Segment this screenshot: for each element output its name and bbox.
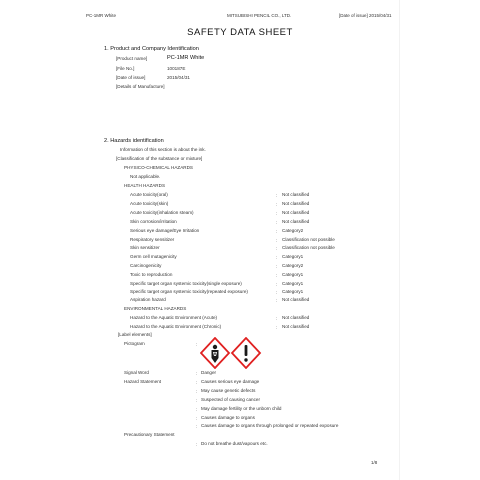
health-label: Specific target organ systemic toxicity(repeated exposure) bbox=[130, 289, 248, 294]
health-value: Category1 bbox=[282, 272, 304, 277]
ghs-pictograms bbox=[200, 337, 262, 369]
colon-sep: : bbox=[276, 325, 278, 330]
date-issue-label: [Date of issue] bbox=[116, 75, 146, 80]
hazard-statement-label: Hazard Statement bbox=[124, 379, 162, 384]
exclamation-mark-icon bbox=[232, 338, 260, 368]
health-value: Not classified bbox=[282, 201, 310, 206]
env-label: Hazard to the Aquatic Environment (Chronic) bbox=[130, 324, 222, 329]
health-value: Category1 bbox=[282, 254, 304, 259]
health-label: Carcinogenicity bbox=[130, 263, 162, 268]
health-value: Not classified bbox=[282, 219, 310, 224]
colon-sep: : bbox=[196, 389, 198, 394]
date-issue-value: 2015/04/31 bbox=[167, 75, 190, 80]
health-label: Acute toxicity(inhalation steam) bbox=[130, 210, 194, 215]
health-value: Category2 bbox=[282, 228, 304, 233]
health-label: Serious eye damage/Eye Irritation bbox=[130, 228, 200, 233]
hazard-statement: Causes serious eye damage bbox=[201, 379, 260, 384]
colon-sep: : bbox=[276, 229, 278, 234]
manufacture-label: [Details of Manufacture] bbox=[116, 84, 165, 89]
colon-sep: : bbox=[276, 290, 278, 295]
colon-sep: : bbox=[276, 193, 278, 198]
colon-sep: : bbox=[196, 442, 198, 447]
env-value: Not classified bbox=[282, 315, 310, 320]
health-label: Acute toxicity(oral) bbox=[130, 192, 168, 197]
product-name-value: PC-1MR White bbox=[167, 55, 205, 61]
colon-sep: : bbox=[276, 282, 278, 287]
health-label: Germ cell mutagenicity bbox=[130, 254, 177, 259]
hazard-statement: Suspected of causing cancer bbox=[201, 397, 260, 402]
pictogram-label: Pictogram bbox=[124, 341, 145, 346]
physchem-value: Not applicable. bbox=[130, 174, 161, 179]
section2-heading: 2. Hazards identification bbox=[104, 138, 164, 144]
page-number: 1/8 bbox=[371, 460, 378, 465]
precautionary-statement: Do not breathe dust/vapours etc. bbox=[201, 441, 268, 446]
document-title: SAFETY DATA SHEET bbox=[187, 27, 293, 38]
colon-sep: : bbox=[276, 246, 278, 251]
colon-sep: : bbox=[196, 416, 198, 421]
health-label: Skin corrosion/irritation bbox=[130, 219, 177, 224]
classification-label: [Classification of the substance or mixture] bbox=[116, 156, 203, 161]
colon-sep: : bbox=[196, 380, 198, 385]
colon-sep: : bbox=[276, 316, 278, 321]
env-value: Not classified bbox=[282, 324, 310, 329]
health-heading: HEALTH HAZARDS bbox=[124, 183, 166, 188]
health-value: Classification not possible bbox=[282, 237, 335, 242]
colon-sep: : bbox=[276, 238, 278, 243]
health-value: Category1 bbox=[282, 289, 304, 294]
hazard-statement: Causes damage to organs bbox=[201, 415, 255, 420]
health-value: Not classified bbox=[282, 192, 310, 197]
health-value: Not classified bbox=[282, 210, 310, 215]
section2-intro: Information of this section is about the ink. bbox=[120, 147, 206, 152]
precautionary-label: Precautionary Statement bbox=[124, 432, 175, 437]
physchem-heading: PHYSICO-CHEMICAL HAZARDS bbox=[124, 165, 194, 170]
colon-sep: : bbox=[196, 342, 198, 347]
signal-word-label: Signal Word bbox=[124, 370, 149, 375]
file-no-label: [File No.] bbox=[116, 66, 135, 71]
colon-sep: : bbox=[276, 211, 278, 216]
colon-sep: : bbox=[196, 371, 198, 376]
health-label: Specific target organ systemic toxicity(single exposure) bbox=[130, 281, 242, 286]
colon-sep: : bbox=[276, 220, 278, 225]
health-value: Category2 bbox=[282, 263, 304, 268]
header-company: MITSUBISHI PENCIL CO., LTD. bbox=[227, 13, 292, 18]
colon-sep: : bbox=[196, 407, 198, 412]
health-label: Aspiration hazard bbox=[130, 297, 166, 302]
health-value: Category1 bbox=[282, 281, 304, 286]
colon-sep: : bbox=[276, 298, 278, 303]
page-edge-line bbox=[399, 0, 400, 480]
health-label: Acute toxicity(skin) bbox=[130, 201, 169, 206]
health-value: Not classified bbox=[282, 297, 310, 302]
section1-heading: 1. Product and Company Identification bbox=[104, 46, 199, 52]
health-label: Skin sensitizer bbox=[130, 245, 160, 250]
colon-sep: : bbox=[276, 273, 278, 278]
health-value: Classification not possible bbox=[282, 245, 335, 250]
header-product: PC-1MR White bbox=[86, 13, 117, 18]
hazard-statement: May cause genetic defects bbox=[201, 388, 256, 393]
colon-sep: : bbox=[276, 264, 278, 269]
product-name-label: [Product name] bbox=[116, 56, 148, 61]
health-label: Toxic to reproduction bbox=[130, 272, 173, 277]
file-no-value: 100187E bbox=[167, 66, 186, 71]
colon-sep: : bbox=[276, 255, 278, 260]
header-date: [Date of issue] 2015/04/31 bbox=[339, 13, 392, 18]
colon-sep: : bbox=[276, 202, 278, 207]
label-elements: [Label elements] bbox=[118, 332, 152, 337]
health-label: Respiratory sensitizer bbox=[130, 237, 175, 242]
colon-sep: : bbox=[196, 424, 198, 429]
hazard-statement: May damage fertility or the unborn child bbox=[201, 406, 282, 411]
signal-word-value: Danger bbox=[201, 370, 217, 375]
env-heading: ENVIRONMENTAL HAZARDS bbox=[124, 306, 187, 311]
health-hazard-icon bbox=[201, 338, 229, 368]
colon-sep: : bbox=[196, 398, 198, 403]
hazard-statement: Causes damage to organs through prolonged or repeated exposure bbox=[201, 423, 339, 428]
env-label: Hazard to the Aquatic Environment (Acute) bbox=[130, 315, 218, 320]
